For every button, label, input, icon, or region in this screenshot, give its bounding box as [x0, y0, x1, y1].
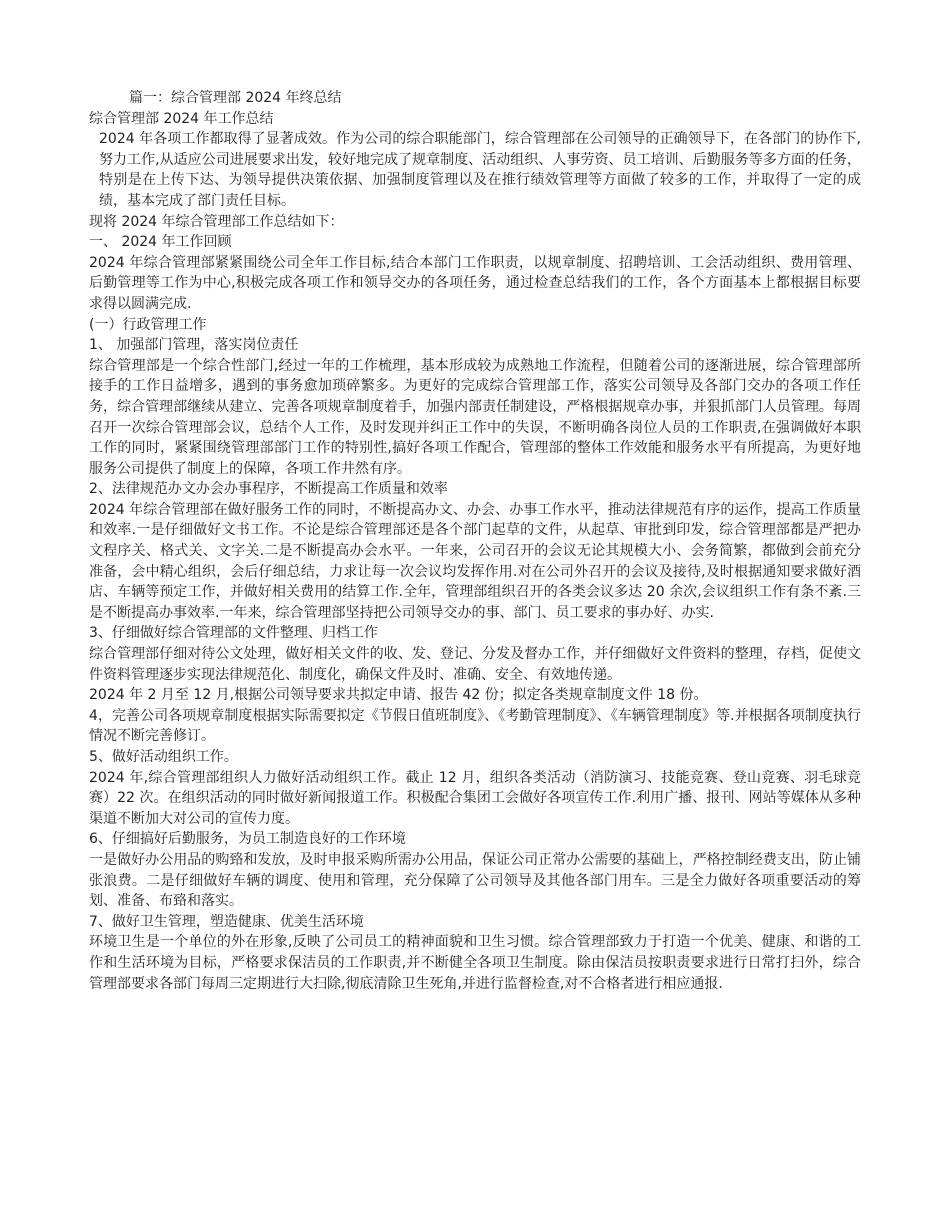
- item-paragraph: 综合管理部是一个综合性部门,经过一年的工作梳理，基本形成较为成熟地工作流程，但随着公司的逐渐进展，综合管理部所接手的工作日益增多，遇到的事务愈加琐碎繁多。为更好的完成综合管理部工作，落实公司领导及各部门交办的各项工作任务，综合管理部继续从建立、完善各项规章制度着手，加强内部责任制建设，严格根据规章办事，并狠抓部门人员管理。每周召开一次综合管理部会议，总结个人工作，及时发现并纠正工作中的失误，不断明确各岗位人员的工作职责,在强调做好本职工作的同时，紧紧围绕管理部部门工作的特别性,搞好各项工作配合，管理部的整体工作效能和服务水平有所提高，为更好地服务公司提供了制度上的保障，各项工作井然有序。: [89, 357, 861, 477]
- section-heading: 一、 2024 年工作回顾: [89, 234, 232, 251]
- item-heading: 1、 加强部门管理，落实岗位责任: [89, 337, 299, 354]
- item-paragraph: 2024 年综合管理部在做好服务工作的同时，不断提高办文、办会、办事工作水平，推动法律规范有序的运作，提高工作质量和效率.一是仔细做好文书工作。不论是综合管理部还是各个部门起草的文件，从起草、审批到印发，综合管理部都是严把办文程序关、格式关、文字关.二是不断提高办会水平。一年来，公司召开的会议无论其规模大小、会务简繁，都做到会前充分准备，会中精心组织，会后仔细总结，力求让每一次会议均发挥作用.对在公司外召开的会议及接待,及时根据通知要求做好酒店、车辆等预定工作，并做好相关费用的结算工作.全年，管理部组织召开的各类会议多达 20 余次,会议组织工作有条不紊.三是不断提高办事效率.一年来，综合管理部坚持把公司领导交办的事、部门、员工要求的事办好、办实.: [89, 501, 861, 621]
- item-paragraph: 4，完善公司各项规章制度根据实际需要拟定《节假日值班制度》、《考勤管理制度》、《车辆管理制度》等.并根据各项制度执行情况不断完善修订。: [89, 707, 861, 745]
- item-heading: 5、做好活动组织工作。: [89, 749, 238, 765]
- item-paragraph: 一是做好办公用品的购臵和发放，及时申报采购所需办公用品，保证公司正常办公需要的基础上，严格控制经费支出，防止铺张浪费。二是仔细做好车辆的调度、使用和管理，充分保障了公司领导及其他各部门用车。三是全力做好各项重要活动的筹划、准备、布臵和落实。: [89, 851, 861, 910]
- item-note: 2024 年 2 月至 12 月,根据公司领导要求共拟定申请、报告 42 份；拟定各类规章制度文件 18 份。: [89, 687, 708, 704]
- subsection-heading: (一）行政管理工作: [89, 316, 207, 333]
- document-title: 篇一：综合管理部 2024 年终总结: [129, 90, 342, 106]
- item-heading: 3、仔细做好综合管理部的文件整理、归档工作: [89, 625, 378, 642]
- item-heading: 7、做好卫生管理，塑造健康、优美生活环境: [89, 913, 364, 930]
- summary-intro: 现将 2024 年综合管理部工作总结如下：: [89, 213, 344, 230]
- item-paragraph: 2024 年,综合管理部组织人力做好活动组织工作。截止 12 月，组织各类活动（消防演习、技能竞赛、登山竞赛、羽毛球竞赛）22 次。在组织活动的同时做好新闻报道工作。积极配合集团工会做好各项宣传工作.利用广播、报刊、网站等媒体从多种渠道不断加大对公司的宣传力度。: [89, 769, 861, 827]
- section-paragraph: 2024 年综合管理部紧紧围绕公司全年工作目标,结合本部门工作职责，以规章制度、招聘培训、工会活动组织、费用管理、后勤管理等工作为中心,积极完成各项工作和领导交办的各项任务，通过检查总结我们的工作，各个方面基本上都根据目标要求得以圆满完成.: [89, 254, 861, 312]
- intro-paragraph: 2024 年各项工作都取得了显著成效。作为公司的综合职能部门，综合管理部在公司领导的正确领导下，在各部门的协作下,努力工作,从适应公司进展要求出发，较好地完成了规章制度、活动组织、人事劳资、员工培训、后勤服务等多方面的任务，特别是在上传下达、为领导提供决策依据、加强制度管理以及在推行绩效管理等方面做了较多的工作，并取得了一定的成绩，基本完成了部门责任目标。: [99, 131, 861, 209]
- document-page: [89, 88, 861, 994]
- document-subtitle: 综合管理部 2024 年工作总结: [89, 110, 274, 127]
- item-paragraph: 环境卫生是一个单位的外在形象,反映了公司员工的精神面貌和卫生习惯。综合管理部致力于打造一个优美、健康、和谐的工作和生活环境为目标，严格要求保洁员的工作职责,并不断健全各项卫生制度。除由保洁员按职责要求进行日常打扫外，综合管理部要求各部门每周三定期进行大扫除,彻底清除卫生死角,并进行监督检查,对不合格者进行相应通报.: [89, 934, 861, 992]
- item-paragraph: 综合管理部仔细对待公文处理，做好相关文件的收、发、登记、分发及督办工作，并仔细做好文件资料的整理，存档，促使文件资料管理逐步实现法律规范化、制度化，确保文件及时、准确、安全、有效地传递。: [89, 646, 861, 683]
- item-heading: 6、仔细搞好后勤服务，为员工制造良好的工作环境: [89, 831, 406, 848]
- item-heading: 2、法律规范办文办会办事程序，不断提高工作质量和效率: [89, 481, 448, 498]
